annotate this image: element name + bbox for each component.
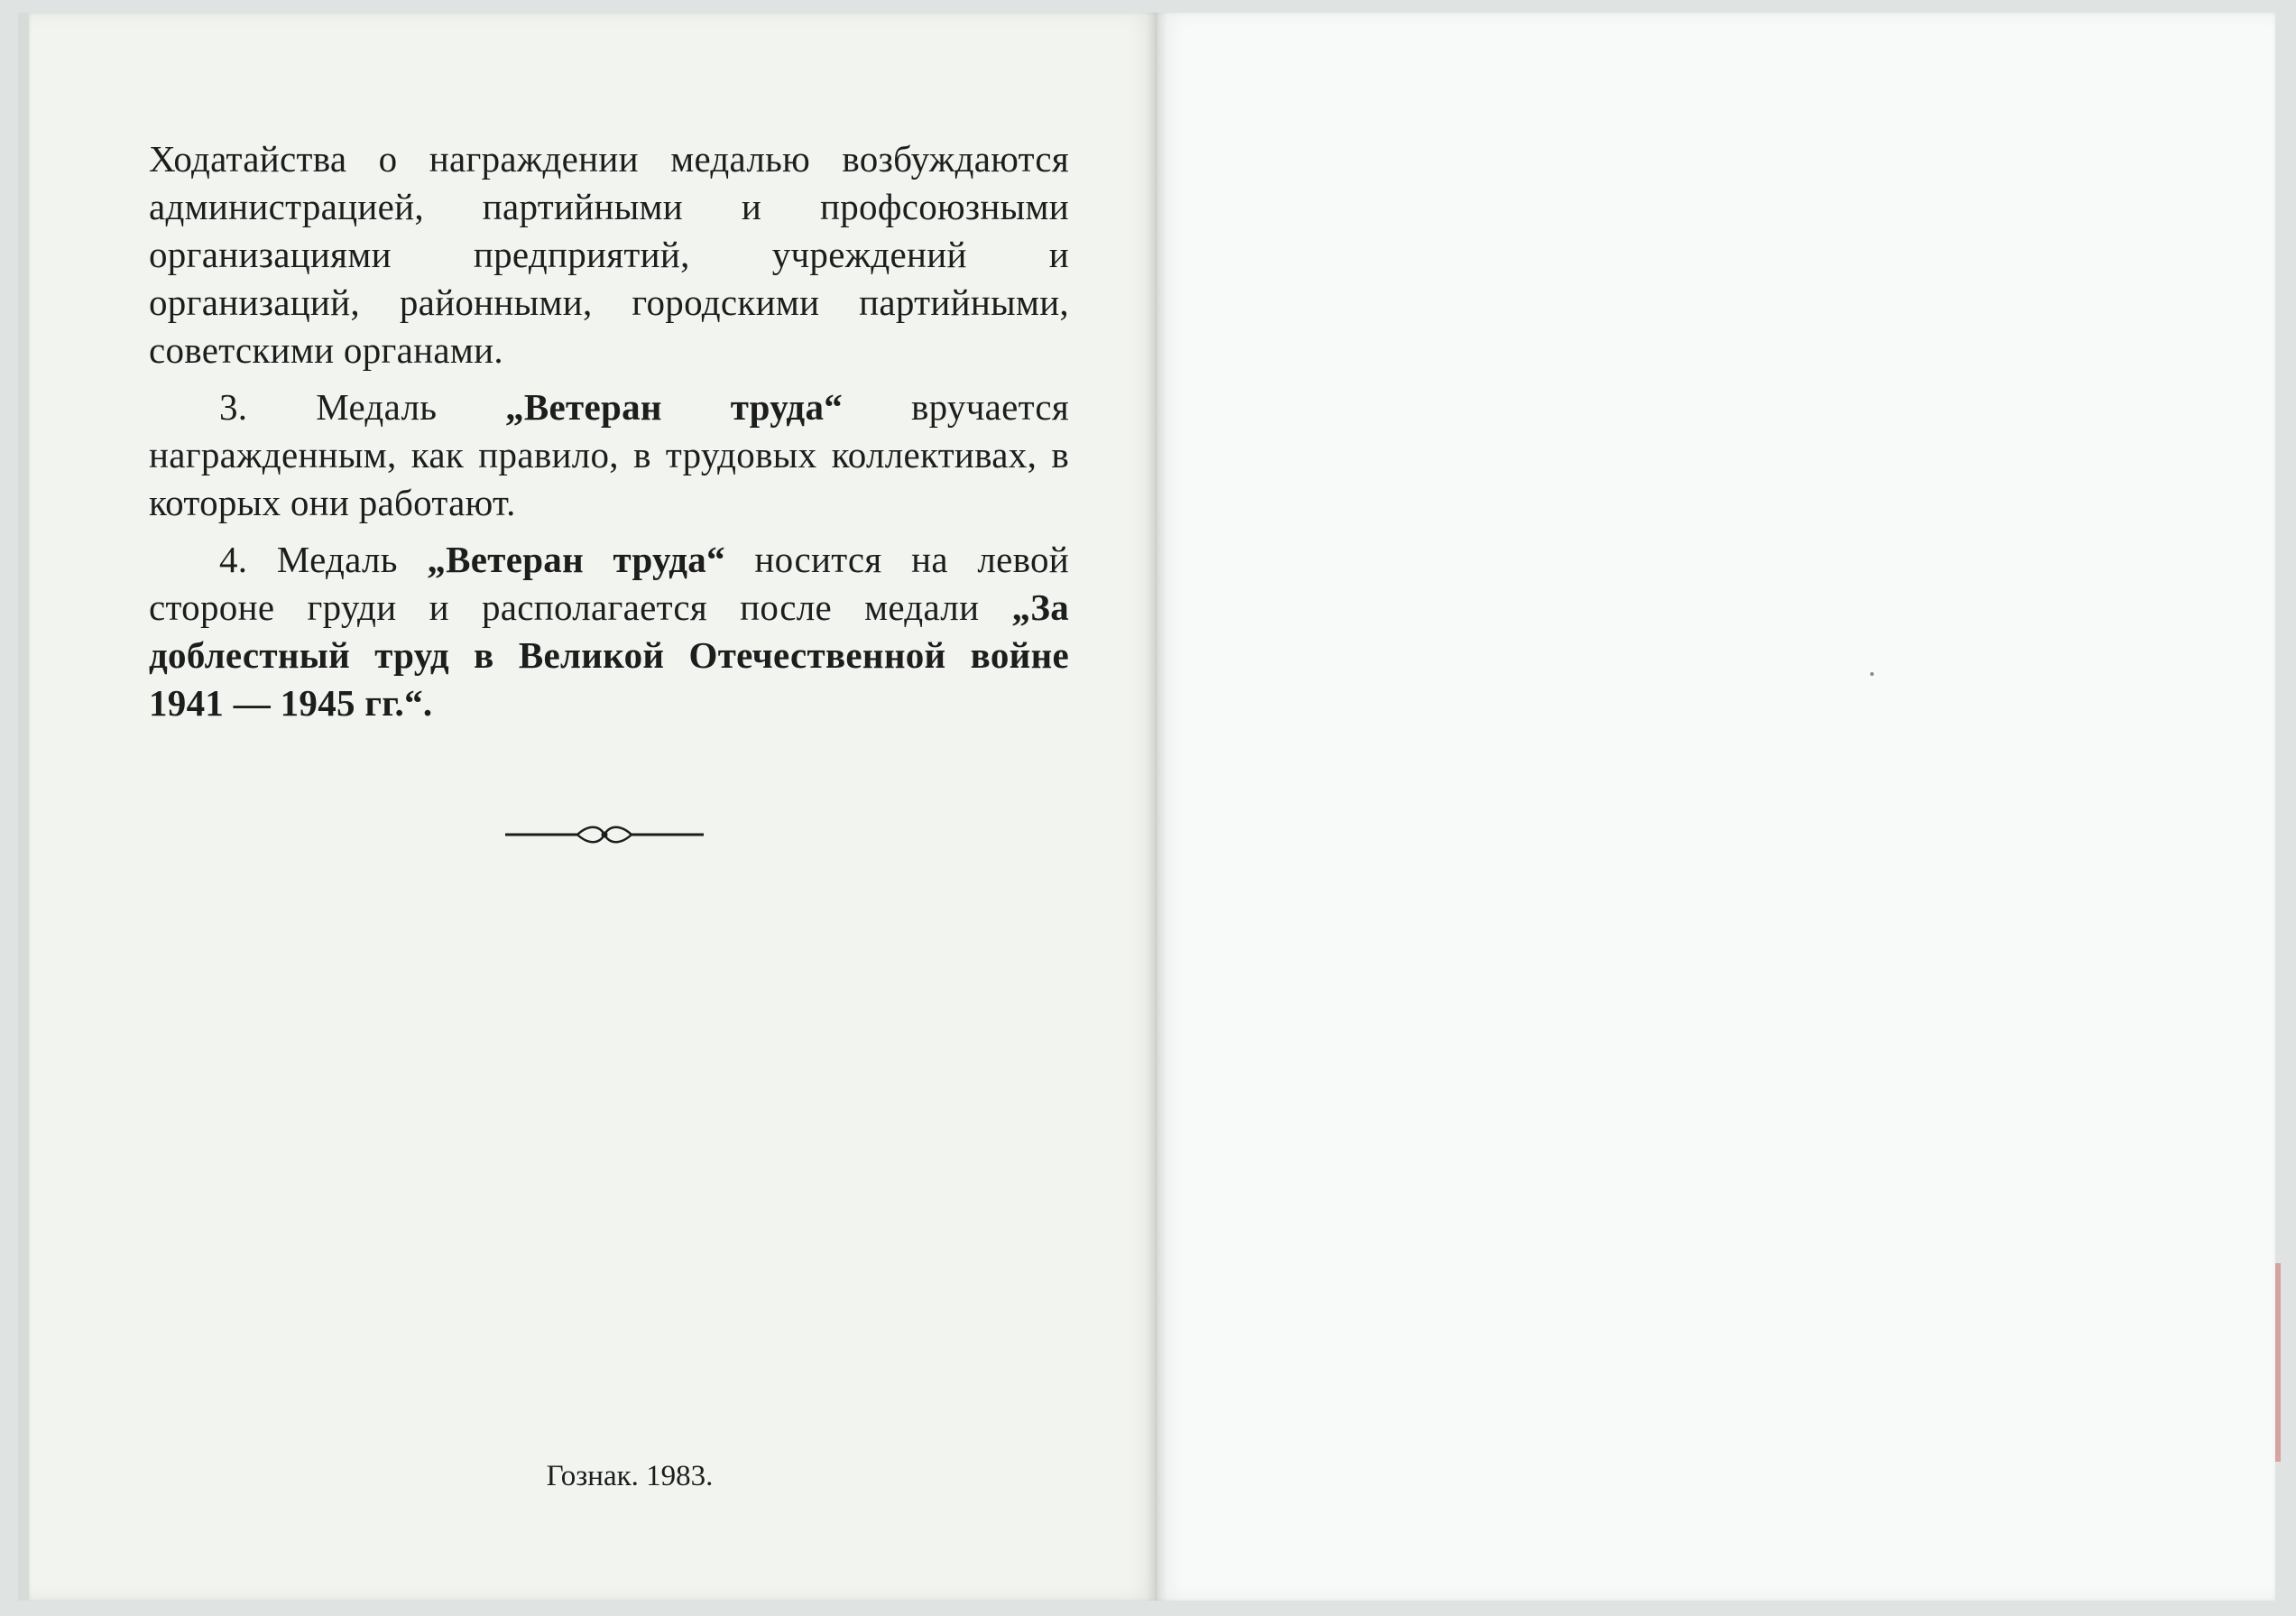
paragraph-text: носится на левой стороне груди и располагается после медали bbox=[149, 539, 1069, 628]
medal-name: „Ветеран труда“ bbox=[427, 539, 725, 580]
paragraph-petitions bbox=[149, 135, 1069, 374]
booklet-spine bbox=[1146, 13, 1167, 1601]
paragraph-item-3 bbox=[149, 383, 1069, 527]
paper-speck bbox=[1870, 672, 1874, 676]
cover-edge-red bbox=[2275, 1263, 2281, 1462]
statute-text bbox=[149, 135, 1069, 736]
paragraph-text: 4. Медаль bbox=[219, 539, 428, 580]
publisher-imprint: Гознак. 1983. bbox=[546, 1460, 714, 1492]
paragraph-text: 3. Медаль bbox=[219, 386, 506, 428]
paragraph-text: Ходатайства о награждении медалью возбуждаются администрацией, партийными и профсоюзными организациями предприятий, учреждений и организаций, районными, городскими партийными, советскими органами. bbox=[149, 138, 1069, 371]
booklet-left-edge bbox=[18, 13, 29, 1601]
paragraph-item-4 bbox=[149, 536, 1069, 727]
medal-name: „Ветеран труда“ bbox=[505, 386, 844, 428]
ornament-divider-icon bbox=[505, 821, 704, 848]
related-medal-name: „За доблестный труд в Великой Отечественной войне 1941 — 1945 гг.“. bbox=[149, 586, 1069, 724]
paragraph-text: вручается награжденным, как правило, в трудовых коллективах, в которых они работают. bbox=[149, 386, 1069, 523]
right-page-blank bbox=[1157, 13, 2275, 1601]
